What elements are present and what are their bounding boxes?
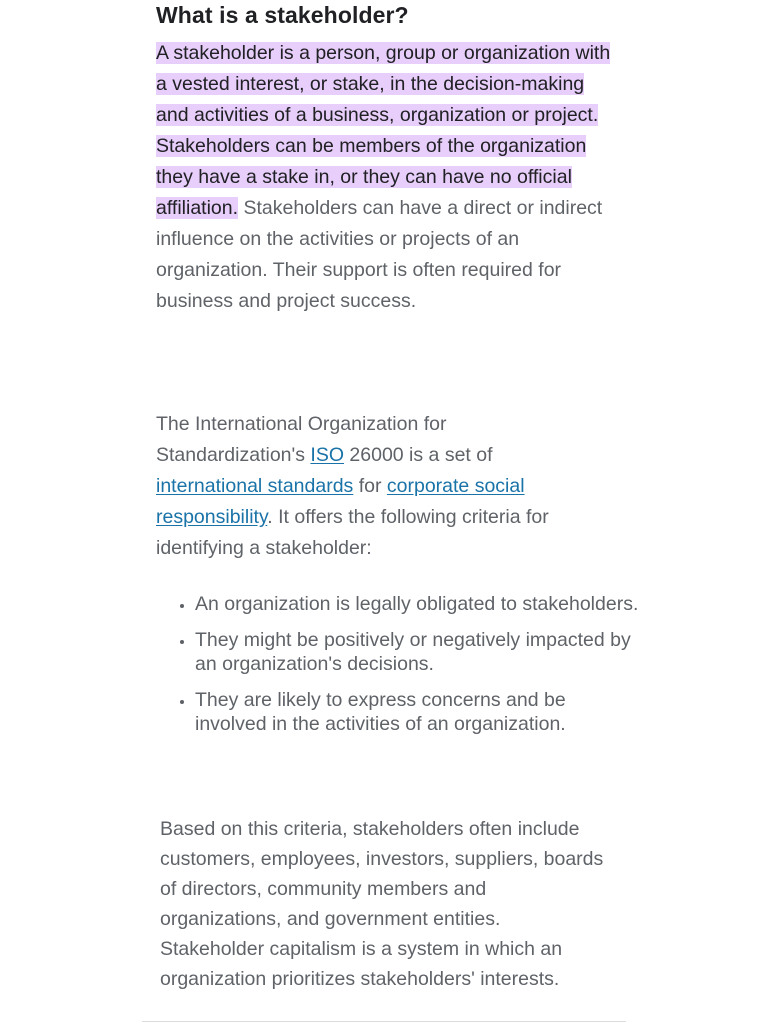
intro-rest-text: Stakeholders can have a direct or indirect influence on the activities or projects of an organization. Their support is often required for business and project success. [156,197,603,312]
section-heading: What is a stakeholder? [156,2,409,28]
stakeholder-criteria-list [173,592,640,748]
iso-link[interactable]: ISO [310,444,344,466]
iso-text-4: . It offers the following criteria for identifying a stakeholder: [156,506,549,559]
iso-paragraph [156,409,596,564]
corporate-social-responsibility-link[interactable]: corporate social responsibility [156,475,525,528]
iso-text-2: 26000 is a set of [344,444,493,466]
conclusion-paragraph: Based on this criteria, stakeholders often include customers, employees, investors, suppliers, boards of directors, community members and organizations, and government entities. Stakeholder capitalism is a system in which an organization prioritizes stakeholders' interests. [160,818,604,990]
iso-text-1: The International Organization for Standardization's [156,413,447,466]
list-item: • They might be positively or negatively impacted by an organization's decisions. [195,628,640,676]
bottom-divider [142,1021,626,1022]
international-standards-link[interactable]: international standards [156,475,354,497]
highlighted-text[interactable]: A stakeholder is a person, group or organization with a vested interest, or stake, in the decision-making and activities of a business, organization or project. Stakeholders can be members of the organization they have a stake in, or they can have no official affiliation. [156,42,611,219]
list-item: • They are likely to express concerns and be involved in the activities of an organization. [195,688,640,736]
list-item: • An organization is legally obligated to stakeholders. [195,592,640,616]
intro-paragraph [156,38,611,317]
iso-text-3: for [353,475,387,497]
